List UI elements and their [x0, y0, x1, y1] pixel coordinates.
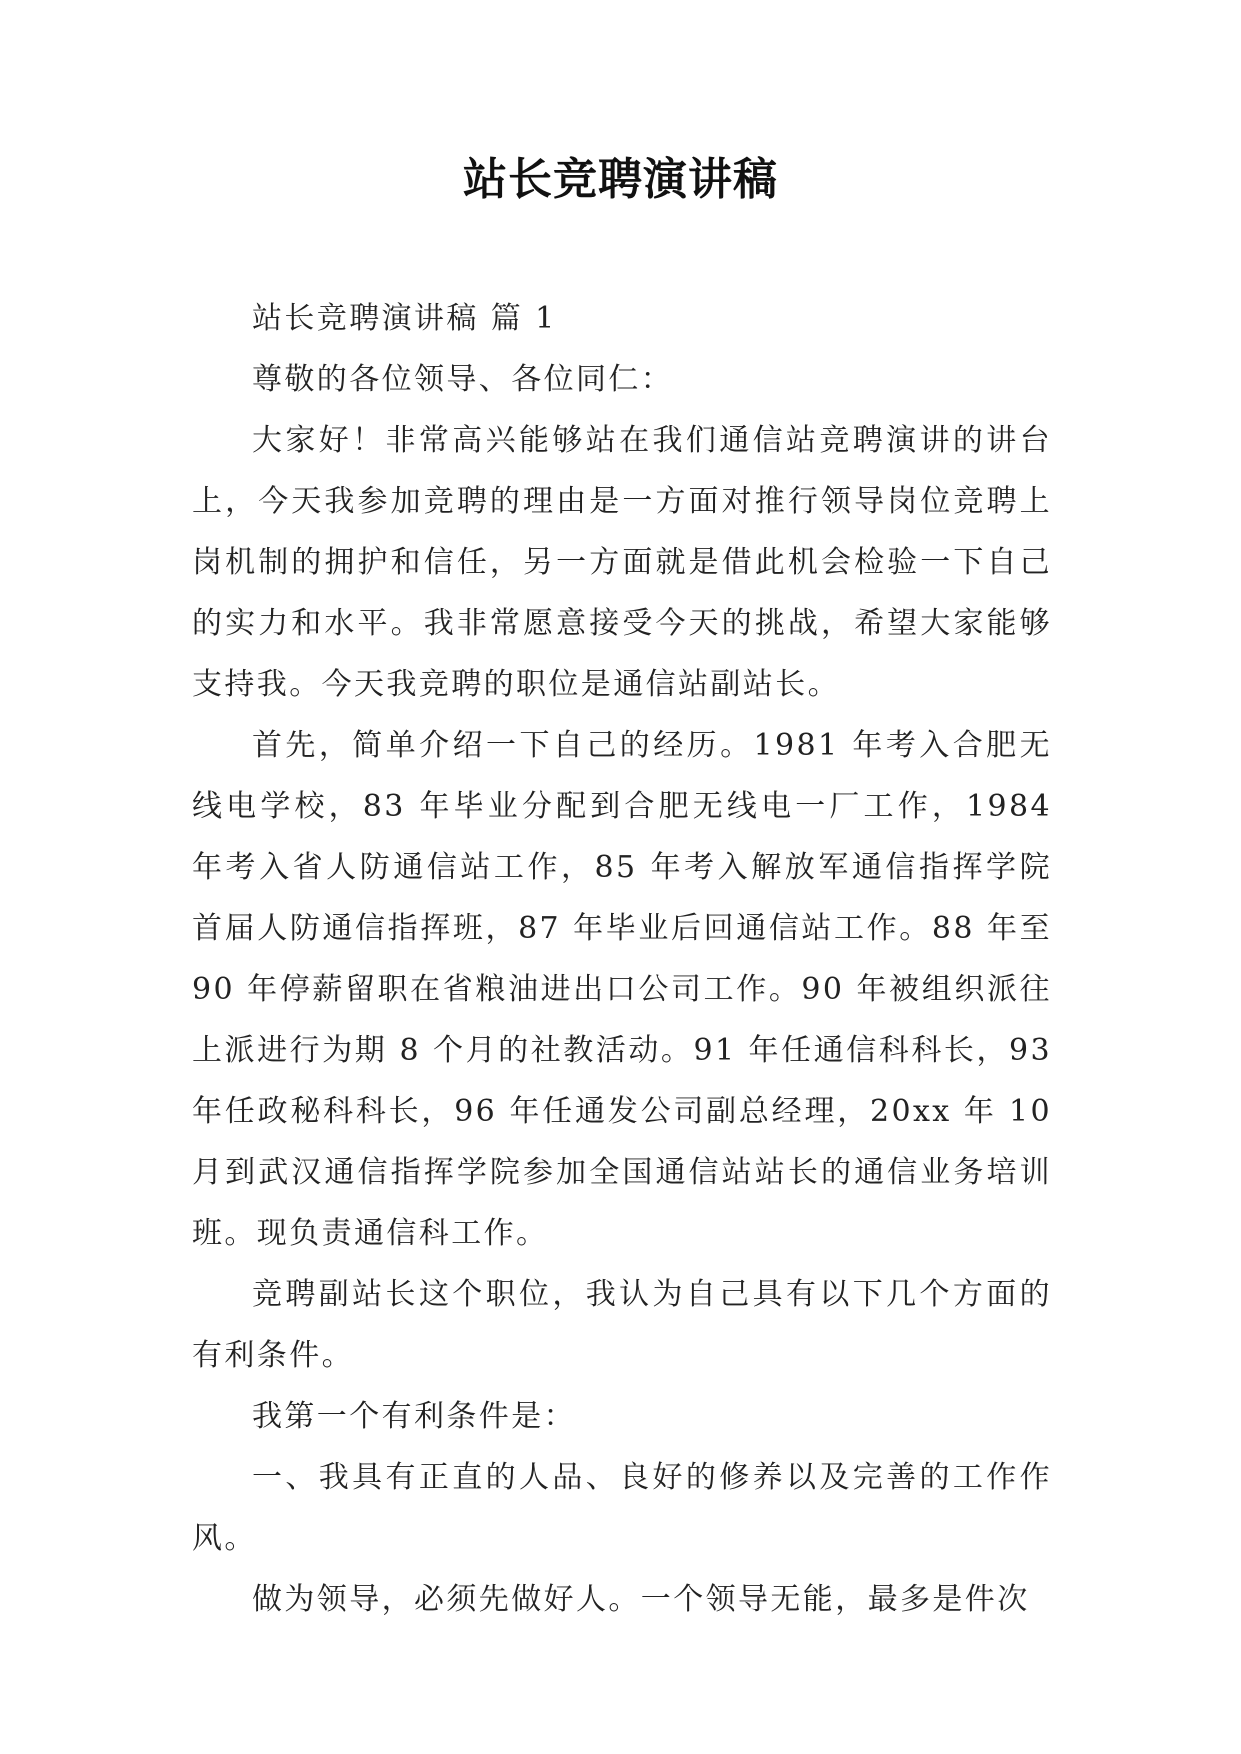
paragraph-experience: 首先，简单介绍一下自己的经历。1981 年考入合肥无线电学校，83 年毕业分配到合肥无线电一厂工作，1984 年考入省人防通信站工作，85 年考入解放军通信指挥学院首届人防通信指挥班，87 年毕业后回通信站工作。88 年至 90 年停薪留职在省粮油进出口公司工作。90 年被组织派往上派进行为期 8 个月的社教活动。91 年任通信科科长，93 年任政秘科科长，96 年任通发公司副总经理，20xx 年 10 月到武汉通信指挥学院参加全国通信站站长的通信业务培训班。现负责通信科工作。 [192, 728, 1052, 1251]
paragraph-point-one: 一、我具有正直的人品、良好的修养以及完善的工作作风。 [192, 1460, 1052, 1556]
document-body [192, 288, 1052, 1630]
paragraph-leadership: 做为领导，必须先做好人。一个领导无能，最多是件次 [252, 1582, 1030, 1617]
paragraph-conditions: 竞聘副站长这个职位，我认为自己具有以下几个方面的有利条件。 [192, 1277, 1052, 1373]
section-heading: 站长竞聘演讲稿 篇 1 [252, 301, 557, 336]
salutation: 尊敬的各位领导、各位同仁： [252, 362, 674, 397]
document-title: 站长竞聘演讲稿 [463, 154, 778, 205]
paragraph-greeting: 大家好！非常高兴能够站在我们通信站竞聘演讲的讲台上，今天我参加竞聘的理由是一方面对推行领导岗位竞聘上岗机制的拥护和信任，另一方面就是借此机会检验一下自己的实力和水平。我非常愿意接受今天的挑战，希望大家能够支持我。今天我竞聘的职位是通信站副站长。 [192, 423, 1052, 702]
paragraph-first-condition: 我第一个有利条件是： [252, 1399, 576, 1434]
